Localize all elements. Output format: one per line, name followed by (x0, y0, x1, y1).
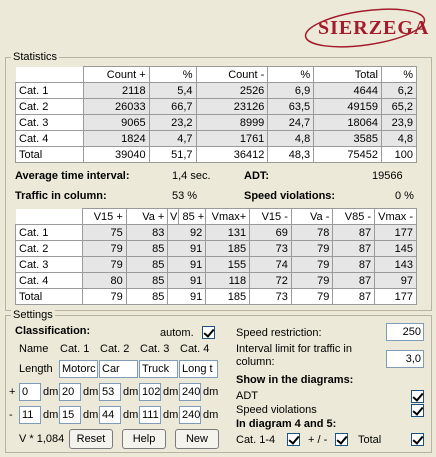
plus-input-5[interactable]: 240 (179, 383, 201, 401)
table-cell: 65,2 (381, 99, 416, 115)
settings-legend: Settings (13, 309, 53, 321)
plus-minus-label: + / - (308, 434, 328, 446)
table-cell: 79 (291, 257, 333, 273)
adt-checkbox[interactable] (411, 390, 424, 403)
row-header: Cat. 4 (16, 273, 83, 289)
speed-violations-value: 0 % (395, 190, 414, 202)
adt-check-label: ADT (236, 390, 258, 402)
table-cell: 1761 (196, 131, 268, 147)
speed-table (15, 208, 417, 305)
minus-input-2[interactable]: 15 (59, 406, 81, 424)
table-cell: 74 (250, 257, 292, 273)
table-cell: 73 (250, 289, 292, 305)
table-cell: 185 (206, 241, 250, 257)
logo-text: SIERZEGA (318, 17, 430, 39)
table-row (16, 115, 417, 131)
table-cell: 4,8 (381, 131, 416, 147)
speed-restriction-input[interactable]: 250 (386, 323, 424, 341)
unit-label: dm (83, 409, 99, 421)
cat-length-input-3[interactable]: Truck (139, 360, 178, 378)
header-cell: 85 + (179, 209, 206, 225)
table-cell: 39040 (83, 147, 149, 163)
table-cell: 49159 (314, 99, 382, 115)
unit-label: dm (43, 386, 59, 398)
cat-1-4-label: Cat. 1-4 (236, 434, 276, 446)
row-header: Cat. 2 (16, 99, 84, 115)
header-cell: Count - (196, 67, 268, 83)
reset-button[interactable]: Reset (69, 429, 113, 449)
table-cell: 72 (250, 273, 292, 289)
table-cell: 75 (83, 225, 127, 241)
autom-label: autom. (160, 327, 194, 339)
table-row-total (16, 289, 417, 305)
row-header: Cat. 1 (16, 83, 84, 99)
table-row (16, 83, 417, 99)
table-cell: 177 (375, 225, 417, 241)
speed-violations-checkbox[interactable] (411, 404, 424, 417)
speed-violations-check-label: Speed violations (236, 404, 317, 416)
cat-name-1: Cat. 1 (60, 343, 90, 355)
traffic-label: Traffic in column: (15, 190, 107, 202)
cat-length-input-1[interactable]: Motorc (59, 360, 98, 378)
table-cell: 79 (291, 289, 333, 305)
table-cell: 83 (126, 225, 168, 241)
unit-label: dm (203, 409, 219, 421)
help-button[interactable]: Help (122, 429, 166, 449)
total-checkbox[interactable] (411, 433, 424, 446)
table-cell: 85 (126, 289, 168, 305)
table-cell: 92 (168, 225, 206, 241)
unit-label: dm (163, 409, 179, 421)
cat-name-2: Cat. 2 (100, 343, 130, 355)
table-row (16, 257, 417, 273)
header-cell: % (381, 67, 416, 83)
table-cell: 85 (126, 273, 168, 289)
table-cell: 24,7 (268, 115, 314, 131)
row-header: Cat. 1 (16, 225, 83, 241)
table-cell: 8999 (196, 115, 268, 131)
header-cell: Vmax+ (206, 209, 250, 225)
table-row-total (16, 147, 417, 163)
table-cell: 155 (206, 257, 250, 273)
avg-time-value: 1,4 sec. (172, 170, 211, 182)
table-cell: 79 (291, 273, 333, 289)
table-row (16, 131, 417, 147)
header-cell (16, 67, 84, 83)
unit-label: dm (163, 386, 179, 398)
table-cell: 2118 (83, 83, 149, 99)
table-cell: 143 (375, 257, 417, 273)
plus-input-3[interactable]: 53 (99, 383, 121, 401)
table-cell: 5,4 (149, 83, 196, 99)
table-cell: 48,3 (268, 147, 314, 163)
unit-label: dm (123, 386, 139, 398)
table-cell: 87 (333, 257, 375, 273)
table-cell: 91 (168, 241, 206, 257)
table-row (16, 225, 417, 241)
header-cell: V15 - (250, 209, 292, 225)
table-cell: 87 (333, 241, 375, 257)
table-cell: 87 (333, 273, 375, 289)
cat-length-input-2[interactable]: Car (99, 360, 138, 378)
row-header: Cat. 3 (16, 115, 84, 131)
table-cell: 51,7 (149, 147, 196, 163)
interval-label: Interval limit for traffic in (236, 343, 352, 355)
adt-label: ADT: (244, 170, 270, 182)
header-cell: Va - (291, 209, 333, 225)
table-row (16, 273, 417, 289)
table-cell: 66,7 (149, 99, 196, 115)
table-cell: 131 (206, 225, 250, 241)
interval-label-cont: column: (236, 356, 275, 368)
speed-violations-label: Speed violations: (244, 190, 336, 202)
row-header: Total (16, 147, 84, 163)
table-cell: 79 (83, 241, 127, 257)
unit-label: dm (83, 386, 99, 398)
table-cell: 2526 (196, 83, 268, 99)
table-cell: 91 (168, 273, 206, 289)
table-cell: 69 (250, 225, 292, 241)
header-cell: % (268, 67, 314, 83)
table-cell: 4,7 (149, 131, 196, 147)
table-row (16, 99, 417, 115)
table-cell: 26033 (83, 99, 149, 115)
table-cell: 97 (375, 273, 417, 289)
plus-minus-checkbox[interactable] (335, 433, 348, 446)
unit-label: dm (203, 386, 219, 398)
row-header: Cat. 4 (16, 131, 84, 147)
table-cell: 23126 (196, 99, 268, 115)
table-cell: 63,5 (268, 99, 314, 115)
table-cell: 79 (83, 257, 127, 273)
header-cell: V85 - (333, 209, 375, 225)
table-cell: 9065 (83, 115, 149, 131)
new-button[interactable]: New (175, 429, 219, 449)
unit-label: dm (123, 409, 139, 421)
table-cell: 185 (206, 289, 250, 305)
table-cell: 6,2 (381, 83, 416, 99)
table-cell: 3585 (314, 131, 382, 147)
show-diagrams-label: Show in the diagrams: (236, 374, 354, 386)
total-check-label: Total (358, 434, 382, 446)
avg-time-label: Average time interval: (15, 170, 130, 182)
minus-input-1[interactable]: 11 (19, 406, 41, 424)
header-cell: Va + (126, 209, 168, 225)
cat-name-4: Cat. 4 (180, 343, 210, 355)
speed-restriction-label: Speed restriction: (236, 327, 322, 339)
cat-length-input-4[interactable]: Long t (179, 360, 218, 378)
name-label: Name (19, 343, 49, 355)
table-cell: 79 (291, 241, 333, 257)
row-header: Total (16, 289, 83, 305)
table-cell: 100 (381, 147, 416, 163)
table-cell: 91 (168, 289, 206, 305)
plus-input-1[interactable]: 0 (19, 383, 41, 401)
table-cell: 4,8 (268, 131, 314, 147)
classification-label: Classification: (15, 325, 91, 337)
table-cell: 23,2 (149, 115, 196, 131)
header-cell (16, 209, 83, 225)
table-cell: 118 (206, 273, 250, 289)
table-cell: 87 (333, 225, 375, 241)
header-cell: V15 + (83, 209, 127, 225)
table-cell: 85 (126, 257, 168, 273)
plus-input-4[interactable]: 102 (139, 383, 161, 401)
minus-input-3[interactable]: 44 (99, 406, 121, 424)
traffic-value: 53 % (172, 190, 198, 202)
header-cell: Vmax - (375, 209, 417, 225)
minus-input-5[interactable]: 240 (179, 406, 201, 424)
table-cell: 145 (375, 241, 417, 257)
cat-1-4-checkbox[interactable] (287, 433, 300, 446)
length-label: Length (19, 363, 53, 375)
header-cell: Count + (83, 67, 149, 83)
count-table (15, 66, 417, 163)
table-cell: 177 (375, 289, 417, 305)
table-cell: 18064 (314, 115, 382, 131)
adt-value: 19566 (372, 170, 403, 182)
header-cell: % (149, 67, 196, 83)
table-cell: 75452 (314, 147, 382, 163)
table-cell: 1824 (83, 131, 149, 147)
table-cell: 80 (83, 273, 127, 289)
count-table-header (16, 67, 417, 83)
header-cell: V (168, 209, 179, 225)
plus-input-2[interactable]: 20 (59, 383, 81, 401)
table-cell: 6,9 (268, 83, 314, 99)
table-cell: 79 (83, 289, 127, 305)
table-cell: 23,9 (381, 115, 416, 131)
table-cell: 87 (333, 289, 375, 305)
table-cell: 78 (291, 225, 333, 241)
factor-label: V * 1,084 (19, 433, 65, 445)
table-cell: 36412 (196, 147, 268, 163)
cat-name-3: Cat. 3 (140, 343, 170, 355)
autom-checkbox[interactable] (202, 326, 215, 339)
header-cell: Total (314, 67, 382, 83)
table-cell: 91 (168, 257, 206, 273)
row-header: Cat. 2 (16, 241, 83, 257)
table-row (16, 241, 417, 257)
table-cell: 4644 (314, 83, 382, 99)
diagram-45-label: In diagram 4 and 5: (236, 418, 337, 430)
table-cell: 85 (126, 241, 168, 257)
row-header: Cat. 3 (16, 257, 83, 273)
speed-table-header (16, 209, 417, 225)
interval-input[interactable]: 3,0 (386, 350, 424, 368)
plus-sign: + (9, 386, 16, 398)
minus-sign: - (9, 409, 13, 421)
minus-input-4[interactable]: 111 (139, 406, 161, 424)
unit-label: dm (43, 409, 59, 421)
statistics-legend: Statistics (13, 51, 58, 63)
table-cell: 73 (250, 241, 292, 257)
